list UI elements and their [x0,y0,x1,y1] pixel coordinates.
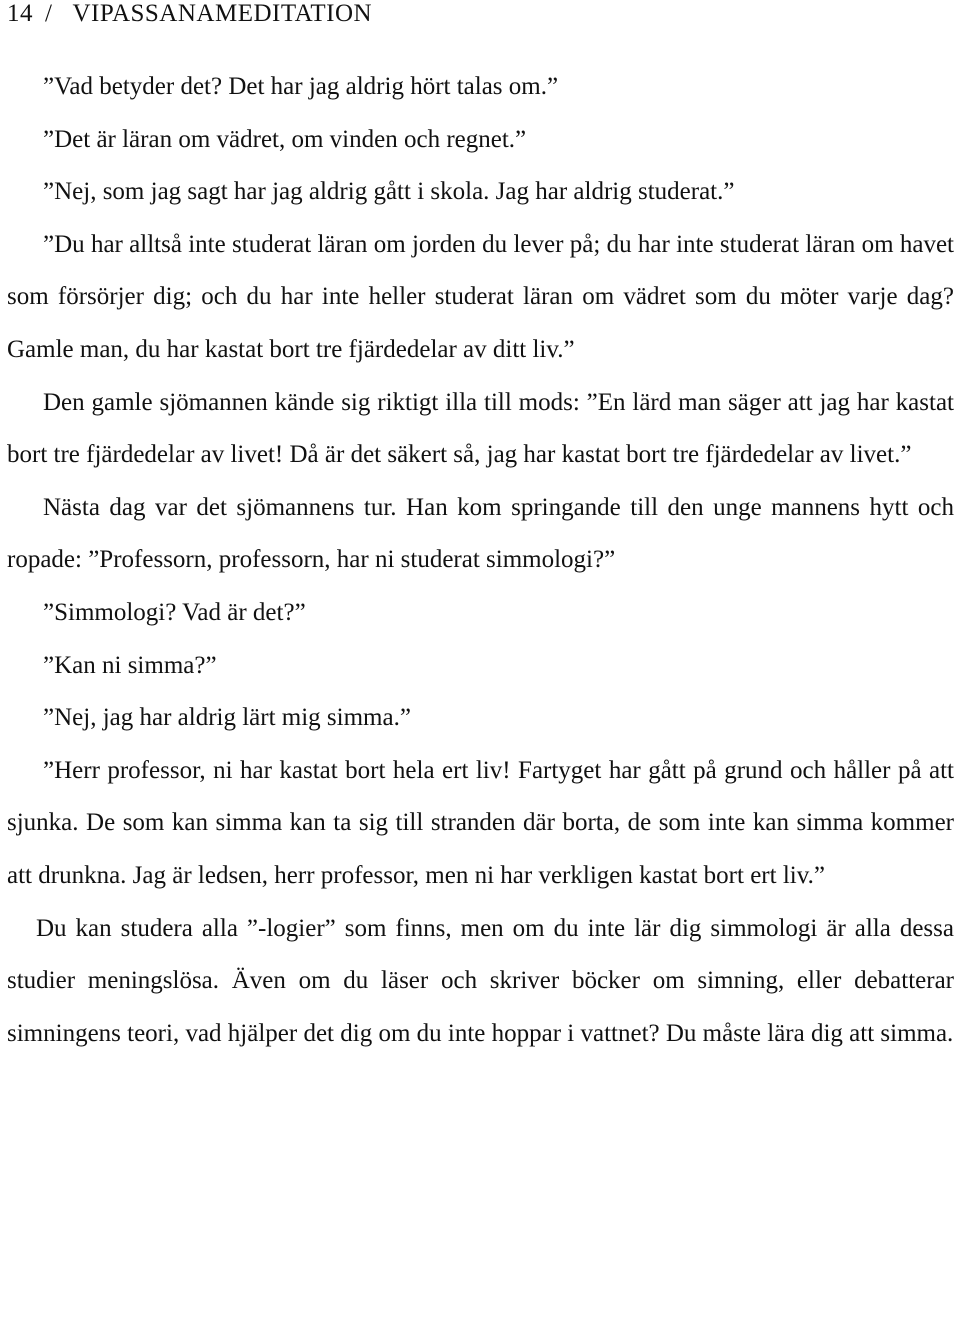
paragraph: ”Simmologi? Vad är det?” [43,598,306,626]
paragraph: ”Det är läran om vädret, om vinden och regnet.” [43,125,527,153]
paragraph: ”Kan ni simma?” [43,651,217,679]
paragraph: ”Du har alltså inte studerat läran om jorden du lever på; du har inte studerat läran om havet som försörjer dig; och du har inte heller studerat läran om vädret som du möter varje dag? Gamle man, du har kastat bort tre fjärdedelar av ditt liv.” [7,230,954,363]
paragraph: Nästa dag var det sjömannens tur. Han kom springande till den unge mannens hytt och ropade: ”Professorn, professorn, har ni studerat simmologi?” [7,493,954,574]
paragraph: ”Herr professor, ni har kastat bort hela ert liv! Fartyget har gått på grund och håller på att sjunka. De som kan simma kan ta sig till stranden där borta, de som inte kan simma kommer att drunkna. Jag är ledsen, herr professor, men ni har verkligen kastat bort ert liv.” [7,756,954,889]
paragraph: ”Vad betyder det? Det har jag aldrig hört talas om.” [43,73,559,100]
page-body [7,61,954,1060]
book-title: VIPASSANAMEDITATION [72,0,373,27]
paragraph: ”Nej, jag har aldrig lärt mig simma.” [43,704,411,732]
paragraph: ”Nej, som jag sagt har jag aldrig gått i skola. Jag har aldrig studerat.” [43,178,735,206]
header-separator: / [45,0,53,27]
running-header [7,0,954,28]
page-number: 14 [7,0,33,27]
paragraph: Du kan studera alla ”-logier” som finns, men om du inte lär dig simmologi är alla dessa studier meningslösa. Även om du läser och skriver böcker om simning, eller debatterar simningens teori, vad hjälper det dig om du inte hoppar i vattnet? Du måste lära dig att simma. [7,914,954,1047]
paragraph: Den gamle sjömannen kände sig riktigt illa till mods: ”En lärd man säger att jag har kastat bort tre fjärdedelar av livet! Då är det säkert så, jag har kastat bort tre fjärdedelar av livet.” [7,388,954,469]
